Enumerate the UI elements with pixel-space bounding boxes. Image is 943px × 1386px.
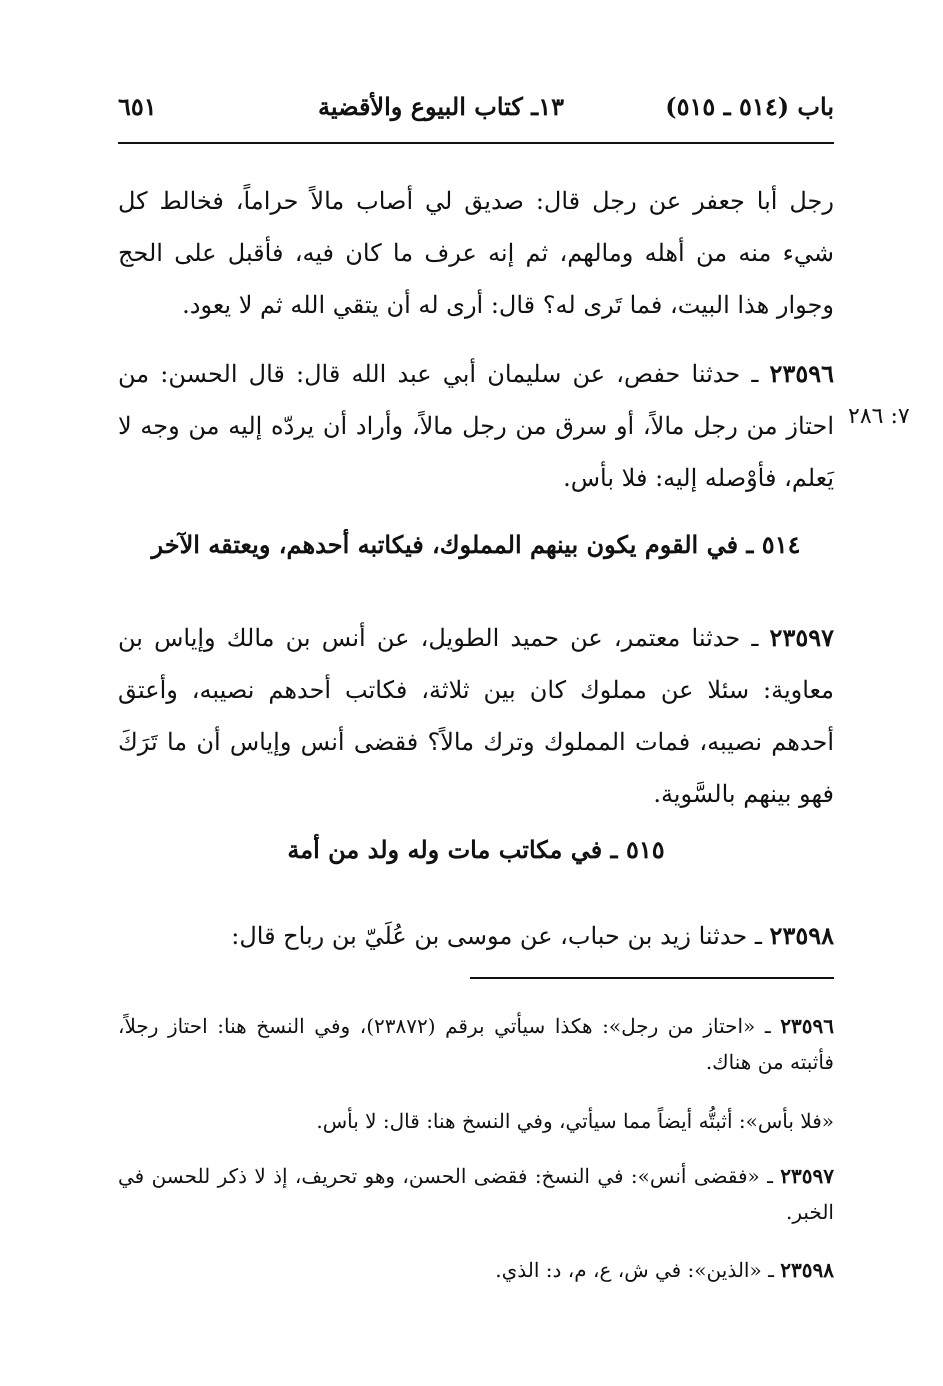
footnote-text: «فلا بأس»: أثبتُّه أيضاً مما سيأتي، وفي النسخ هنا: قال: لا بأس. <box>316 1109 834 1133</box>
footnote <box>118 1008 834 1080</box>
header-divider <box>118 142 834 144</box>
footnote-number: ٢٣٥٩٦ <box>780 1014 834 1038</box>
hadith-text: ـ حدثنا زيد بن حباب، عن موسى بن عُلَيّ بن رباح قال: <box>231 922 770 950</box>
footnote-text: ـ «فقضى أنس»: في النسخ: فقضى الحسن، وهو تحريف، إذ لا ذكر للحسن في الخبر. <box>118 1164 834 1224</box>
footnote-number: ٢٣٥٩٨ <box>780 1258 834 1282</box>
chapter-heading-514: ٥١٤ ـ في القوم يكون بينهم المملوك، فيكاتبه أحدهم، ويعتقه الآخر <box>151 530 801 559</box>
hadith-23598 <box>118 910 834 962</box>
hadith-number: ٢٣٥٩٦ <box>769 359 834 388</box>
header-book-title: ١٣ـ كتاب البيوع والأقضية <box>318 92 564 121</box>
hadith-number: ٢٣٥٩٧ <box>769 623 834 652</box>
continued-paragraph-text: رجل أبا جعفر عن رجل قال: صديق لي أصاب مالاً حراماً، فخالط كل شيء منه من أهله ومالهم، ثم إنه عرف ما كان فيه، فأقبل على الحج وجوار هذا البيت، فما تَرى له؟ قال: أرى له أن يتقي الله ثم لا يعود. <box>118 187 834 319</box>
footnote-number: ٢٣٥٩٧ <box>780 1164 834 1188</box>
margin-reference: ٧: ٢٨٦ <box>848 404 910 429</box>
header-page-number: ٦٥١ <box>118 92 157 121</box>
footnote <box>118 1103 834 1139</box>
hadith-number: ٢٣٥٩٨ <box>769 921 834 950</box>
page-header <box>118 92 834 140</box>
hadith-23597 <box>118 612 834 820</box>
header-chapter-range: باب (٥١٤ ـ ٥١٥) <box>665 92 834 121</box>
footnote-text: ـ «احتاز من رجل»: هكذا سيأتي برقم (٢٣٨٧٢)، وفي النسخ هنا: احتاز رجلاً، فأثبته من هناك. <box>118 1014 834 1074</box>
hadith-23596 <box>118 348 834 504</box>
footnote <box>118 1252 834 1288</box>
continued-paragraph <box>118 175 834 331</box>
footnote <box>118 1158 834 1230</box>
footnote-divider <box>470 977 834 979</box>
footnote-text: ـ «الذين»: في ش، ع، م، د: الذي. <box>495 1258 781 1282</box>
hadith-text: ـ حدثنا معتمر، عن حميد الطويل، عن أنس بن مالك وإياس بن معاوية: سئلا عن مملوك كان بين ثلاثة، فكاتب أحدهم نصيبه، وأعتق أحدهم نصيبه، فمات المملوك وترك مالاً؟ فقضى أنس وإياس أن ما تَرَكَ فهو بينهم بالسَّوية. <box>118 624 834 808</box>
chapter-heading-515: ٥١٥ ـ في مكاتب مات وله ولد من أمة <box>287 835 665 864</box>
hadith-text: ـ حدثنا حفص، عن سليمان أبي عبد الله قال: قال الحسن: من احتاز من رجل مالاً، أو سرق من رجل مالاً، وأراد أن يردّه إليه من وجه لا يَعلم، فأوْصله إليه: فلا بأس. <box>118 360 835 492</box>
